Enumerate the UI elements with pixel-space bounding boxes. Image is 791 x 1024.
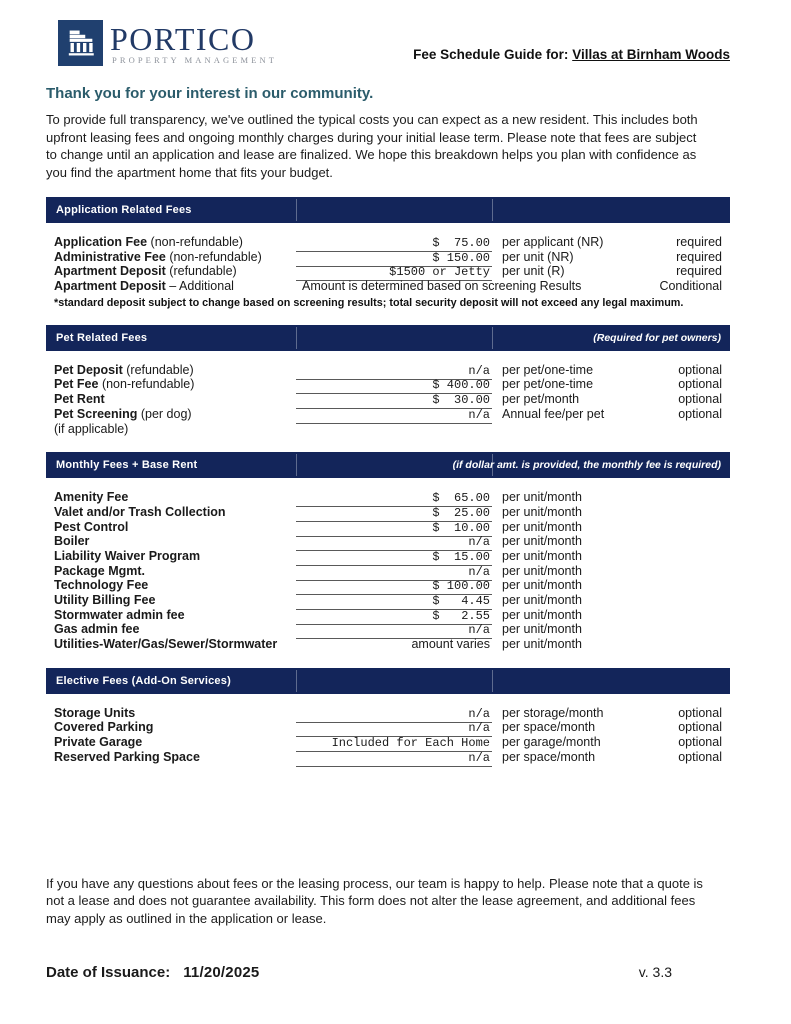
banner-divider	[296, 327, 297, 349]
fee-label-name: Utilities-Water/Gas/Sewer/Stormwater	[54, 637, 278, 652]
fee-label-name: Valet and/or Trash Collection	[54, 504, 226, 519]
fee-unit: per garage/month	[502, 735, 601, 750]
fee-unit: per applicant (NR)	[502, 235, 604, 249]
fee-requirement: optional	[678, 749, 722, 764]
fee-label-name: Package Mgmt.	[54, 563, 146, 578]
fee-unit: per unit/month	[502, 622, 582, 637]
fee-row	[46, 250, 730, 265]
fee-value: $ 150.00	[296, 251, 492, 267]
banner-divider	[296, 454, 297, 476]
fee-label-name: Utility Billing Fee	[54, 593, 156, 607]
fee-label-suffix: (non-refundable)	[147, 235, 243, 249]
fee-row	[46, 578, 730, 593]
fee-value: $ 65.00	[296, 491, 492, 507]
fee-label	[46, 264, 296, 278]
fee-unit: per space/month	[502, 749, 596, 764]
fee-row	[46, 520, 730, 535]
fee-label-name: Pet Deposit	[54, 362, 123, 377]
fee-value: n/a	[296, 721, 492, 737]
fee-value: n/a	[296, 535, 492, 551]
property-name: Villas at Birnham Woods	[572, 47, 730, 62]
fee-label-name: Gas admin fee	[54, 622, 140, 637]
fee-section	[46, 325, 730, 436]
fee-requirement: optional	[678, 720, 722, 735]
fee-label-name: Apartment Deposit	[54, 279, 166, 294]
fee-value: n/a	[296, 707, 492, 723]
section-banner-title: Application Related Fees	[56, 204, 192, 216]
fee-value: $ 400.00	[296, 378, 492, 394]
fee-label	[46, 720, 296, 734]
portico-building-icon	[58, 20, 103, 66]
footer-paragraph: If you have any questions about fees or the leasing process, our team is happy to help. Please note that a quote is not a lease and does not guarantee availability. This form does not alter the lease agreement, and additional fees may apply as outlined in the application or lease.	[46, 875, 703, 926]
fee-requirement: required	[676, 264, 722, 279]
fee-unit: per pet/one-time	[502, 362, 594, 377]
issuance-date: 11/20/2025	[183, 964, 260, 981]
version-label: v. 3.3	[638, 964, 672, 980]
fee-row	[46, 490, 730, 505]
fee-value: amount varies	[411, 637, 490, 652]
fee-row	[46, 392, 730, 407]
fee-label	[46, 608, 296, 622]
fee-requirement: Conditional	[659, 279, 722, 294]
fee-label-name: Liability Waiver Program	[54, 548, 201, 563]
fee-label	[46, 363, 296, 377]
fee-row	[46, 363, 730, 378]
issuance-row	[46, 964, 730, 981]
fee-label-name: Pet Fee	[54, 377, 99, 392]
fee-label-name: Reserved Parking Space	[54, 749, 200, 764]
fee-unit: per pet/one-time	[502, 377, 594, 392]
fee-value: $ 100.00	[296, 579, 492, 595]
fee-value: $ 30.00	[296, 393, 492, 409]
banner-divider	[492, 670, 493, 692]
section-banner	[46, 452, 730, 478]
section-banner	[46, 325, 730, 351]
fee-row	[46, 264, 730, 279]
fee-label-name: Administrative Fee	[54, 249, 166, 264]
fee-label-suffix: (non-refundable)	[98, 377, 195, 392]
fee-requirement: optional	[678, 377, 722, 392]
fee-unit: per unit/month	[502, 593, 582, 607]
section-banner-title: Monthly Fees + Base Rent	[56, 459, 198, 472]
brand-tagline: PROPERTY MANAGEMENT	[112, 55, 278, 65]
fee-row	[46, 505, 730, 520]
fee-value: $ 2.55	[296, 609, 492, 625]
section-rows	[46, 490, 730, 652]
fee-label-name: Covered Parking	[54, 720, 154, 735]
fee-row	[46, 735, 730, 750]
section-footnote: *standard deposit subject to change based on screening results; total security deposit will not exceed any legal maximum.	[54, 296, 684, 309]
fee-unit: per unit/month	[502, 563, 582, 578]
fee-label-name: Stormwater admin fee	[54, 607, 185, 622]
fee-row	[46, 706, 730, 721]
fee-label-name: Pet Screening	[54, 406, 138, 421]
fee-row	[46, 608, 730, 623]
fee-label	[46, 520, 296, 534]
fee-label-suffix: – Additional	[165, 279, 234, 294]
fee-value: Included for Each Home	[296, 736, 492, 752]
fee-label	[46, 706, 296, 720]
banner-divider	[296, 199, 297, 221]
fee-label	[46, 534, 296, 548]
fee-requirement: optional	[678, 406, 722, 421]
greeting-heading: Thank you for your interest in our community.	[46, 85, 374, 102]
fee-label-name: Application Fee	[54, 235, 148, 249]
fee-value: n/a	[296, 751, 492, 767]
fee-label	[46, 250, 296, 264]
section-rows	[46, 363, 730, 436]
fee-unit: per unit/month	[502, 519, 582, 534]
fee-unit: per unit (R)	[502, 264, 565, 279]
fee-label	[46, 505, 296, 519]
fee-label-name: Storage Units	[54, 705, 136, 720]
fee-requirement: required	[676, 235, 722, 249]
banner-divider	[492, 327, 493, 349]
fee-section	[46, 197, 730, 309]
fee-label-name: Boiler	[54, 534, 90, 549]
fee-requirement: optional	[678, 362, 722, 377]
fee-label	[46, 750, 296, 764]
fee-unit: per unit/month	[502, 607, 582, 622]
fee-unit: per unit/month	[502, 534, 582, 549]
issuance-label: Date of Issuance:	[46, 964, 171, 981]
section-banner	[46, 197, 730, 223]
fee-label-suffix: (refundable)	[122, 362, 194, 377]
fee-label-name: Private Garage	[54, 735, 143, 750]
section-banner-title: Pet Related Fees	[56, 331, 148, 344]
fee-row	[46, 549, 730, 564]
fee-label	[46, 279, 296, 293]
fee-label	[46, 549, 296, 563]
fee-row	[46, 637, 730, 652]
section-banner-title: Elective Fees (Add-On Services)	[56, 674, 231, 687]
fee-row	[46, 377, 730, 392]
fee-label	[46, 637, 296, 651]
fee-label-suffix: (refundable)	[165, 264, 237, 279]
fee-label	[46, 235, 296, 249]
document-header	[46, 20, 730, 66]
brand-name: PORTICO	[110, 21, 256, 57]
section-banner-note: (Required for pet owners)	[593, 331, 721, 344]
fee-label	[46, 735, 296, 749]
fee-row	[46, 622, 730, 637]
fee-unit: per unit/month	[502, 578, 582, 593]
fee-label	[46, 407, 296, 421]
fee-row	[46, 235, 730, 250]
fee-value: n/a	[296, 565, 492, 581]
banner-divider	[296, 670, 297, 692]
fee-value: Amount is determined based on screening Results	[302, 279, 582, 294]
fee-value: $ 75.00	[296, 236, 492, 252]
fee-label-name: Apartment Deposit	[54, 264, 166, 279]
fee-requirement: optional	[678, 735, 722, 750]
fee-value: n/a	[296, 623, 492, 639]
fee-unit: per space/month	[502, 720, 596, 735]
fee-value: $1500 or Jetty	[296, 265, 492, 281]
logo-text	[110, 21, 278, 65]
fee-sections	[46, 197, 730, 765]
fee-value: $ 4.45	[296, 594, 492, 610]
fee-requirement: optional	[678, 392, 722, 407]
fee-unit: per unit/month	[502, 548, 582, 563]
fee-label	[46, 377, 296, 391]
doc-title	[413, 47, 730, 62]
fee-row	[46, 593, 730, 608]
section-banner-note: (if dollar amt. is provided, the monthly fee is required)	[452, 459, 721, 472]
fee-label	[46, 392, 296, 406]
fee-label-suffix: (per dog)	[137, 406, 192, 421]
fee-row	[46, 407, 730, 422]
fee-value: n/a	[296, 408, 492, 424]
fee-unit: per pet/month	[502, 392, 580, 407]
fee-section	[46, 668, 730, 765]
fee-unit: per unit (NR)	[502, 249, 574, 264]
fee-label	[46, 490, 296, 504]
section-rows	[46, 706, 730, 765]
fee-label-suffix: (non-refundable)	[165, 249, 262, 264]
fee-requirement: required	[676, 249, 722, 264]
banner-divider	[492, 199, 493, 221]
fee-value: n/a	[296, 364, 492, 380]
fee-unit: Annual fee/per pet	[502, 406, 605, 421]
fee-unit: per storage/month	[502, 705, 604, 720]
fee-label	[46, 564, 296, 578]
fee-value: $ 15.00	[296, 550, 492, 566]
fee-row	[46, 720, 730, 735]
doc-title-prefix: Fee Schedule Guide for:	[413, 47, 569, 62]
fee-label-name: Pet Rent	[54, 392, 105, 407]
section-rows	[46, 235, 730, 294]
fee-unit: per unit/month	[502, 504, 582, 519]
intro-paragraph: To provide full transparency, we've outlined the typical costs you can expect as a new resident. This includes both upfront leasing fees and ongoing monthly charges during your initial lease term. Please note that fees are subject to change until an application and lease are finalized. We hope this breakdown helps you plan with confidence as you find the apartment home that fits your budget.	[46, 112, 698, 180]
fee-row	[46, 564, 730, 579]
fee-row	[46, 534, 730, 549]
fee-label-name: Pest Control	[54, 519, 129, 534]
fee-label	[46, 622, 296, 636]
fee-label	[46, 593, 296, 607]
fee-section	[46, 452, 730, 652]
fee-label	[46, 578, 296, 592]
fee-label-name: Technology Fee	[54, 578, 149, 593]
fee-unit: per unit/month	[502, 637, 582, 652]
company-logo	[58, 20, 277, 66]
section-banner	[46, 668, 730, 694]
fee-value: $ 10.00	[296, 521, 492, 537]
fee-value: $ 25.00	[296, 506, 492, 522]
fee-row	[46, 279, 730, 294]
fee-unit: per unit/month	[502, 490, 582, 505]
fee-label	[46, 422, 296, 436]
fee-label-name: Amenity Fee	[54, 490, 129, 505]
fee-row	[46, 750, 730, 765]
fee-requirement: optional	[678, 705, 722, 720]
fee-label-suffix: (if applicable)	[54, 421, 129, 436]
